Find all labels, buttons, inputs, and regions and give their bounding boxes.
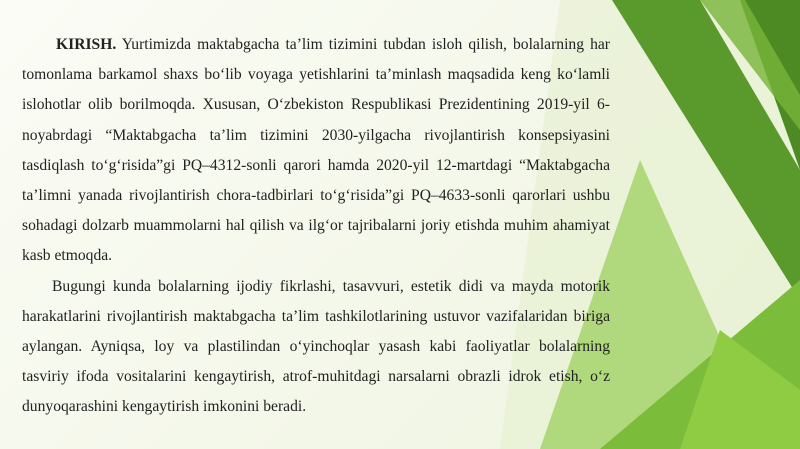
intro-heading: KIRISH. <box>56 36 117 53</box>
paragraph-second: Bugungi kunda bolalarning ijodiy fikrlashi, tasavvuri, estetik didi va mayda motorik harakatlarini rivojlantirish maktabgacha ta’lim tashkilotlarining ustuvor vazifalaridan biriga aylangan. Ayniqsa, loy va plastilindan o‘yinchoqlar yasash kabi faoliyatlar bolalarning tasviriy ifoda vositalarini kengaytirish, atrof-muhitdagi narsalarni obrazli idrok etish, o‘z dunyoqarashini kengaytirish imkonini beradi. <box>22 277 610 416</box>
paragraph-intro <box>22 30 610 272</box>
body-text <box>22 30 610 423</box>
intro-text: Yurtimizda maktabgacha ta’lim tizimini tubdan isloh qilish, bolalarning har tomonlama barkamol shaxs bo‘lib voyaga yetishlarini ta’minlash maqsadida keng ko‘lamli islohotlar olib borilmoqda. Xususan, O‘zbekiston Respublikasi Prezidentining 2019-yil 6-noyabrdagi “Maktabgacha ta’lim tizimini 2030-yilgacha rivojlantirish konsepsiyasini tasdiqlash to‘g‘risida”gi PQ–4312-sonli qarori hamda 2020-yil 12-martdagi “Maktabgacha ta’limni yanada rivojlantirish chora-tadbirlari to‘g‘risida”gi PQ–4633-sonli qarorlari ushbu sohadagi dolzarb muammolarni hal qilish va ilg‘or tajribalarni joriy etishda muhim ahamiyat kasb etmoqda. <box>22 36 610 265</box>
